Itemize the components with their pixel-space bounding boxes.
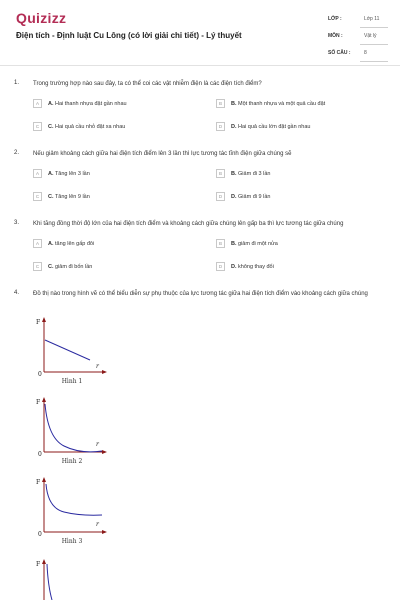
meta-underline — [360, 27, 388, 28]
figure-caption: Hình 3 — [61, 538, 83, 545]
meta-underline — [360, 61, 388, 62]
origin-label: 0 — [38, 531, 42, 538]
meta-value: 8 — [364, 50, 367, 56]
meta-value: Lớp 11 — [364, 16, 380, 22]
figure-3 — [30, 474, 110, 544]
option-d[interactable] — [216, 262, 274, 271]
option-b[interactable] — [216, 99, 325, 108]
figure-4 — [30, 556, 110, 600]
meta-value: Vật lý — [364, 33, 377, 39]
option-prefix: D. — [231, 263, 237, 270]
meta-row-count — [328, 48, 388, 65]
meta-label: MÔN : — [328, 33, 343, 39]
x-axis-label: r — [96, 441, 99, 448]
graph-linear-decreasing — [30, 314, 110, 378]
option-letter: C — [33, 262, 42, 271]
option-prefix: B. — [231, 170, 237, 177]
option-letter: A — [33, 99, 42, 108]
option-a[interactable] — [33, 99, 127, 108]
meta-row-grade — [328, 14, 388, 31]
x-axis-label: r — [96, 363, 99, 370]
option-text: Một thanh nhựa và một quả cầu đặt — [238, 100, 326, 107]
option-a[interactable] — [33, 239, 94, 248]
graph-inverse-square — [30, 394, 110, 458]
figure-1 — [30, 314, 110, 384]
quizizz-logo: Quizizz — [16, 10, 67, 26]
option-d[interactable] — [216, 122, 310, 131]
meta-label: LỚP : — [328, 16, 342, 22]
question-number: 4. — [14, 290, 20, 296]
option-letter: C — [33, 122, 42, 131]
option-prefix: A. — [48, 240, 54, 247]
option-d[interactable] — [216, 192, 270, 201]
origin-label: 0 — [38, 451, 42, 458]
option-c[interactable] — [33, 262, 92, 271]
option-text: Tăng lên 9 lần — [54, 193, 90, 200]
option-text: Hai quả cầu nhỏ đặt xa nhau — [55, 123, 126, 130]
option-a[interactable] — [33, 169, 90, 178]
figure-caption: Hình 1 — [61, 378, 83, 385]
origin-label: 0 — [38, 371, 42, 378]
document-title: Điện tích - Định luật Cu Lông (có lời giải chi tiết) - Lý thuyết — [16, 31, 242, 40]
graph-steep-decay — [30, 556, 110, 600]
option-text: không thay đổi — [238, 263, 274, 270]
option-prefix: A. — [48, 170, 54, 177]
option-c[interactable] — [33, 192, 90, 201]
option-prefix: C. — [48, 263, 54, 270]
option-text: giảm đi một nửa — [238, 240, 278, 247]
option-letter: C — [33, 192, 42, 201]
option-text: Hai quả cầu lớn đặt gần nhau — [238, 123, 311, 130]
option-b[interactable] — [216, 239, 278, 248]
option-text: tăng lên gấp đôi — [55, 240, 95, 247]
meta-row-subject — [328, 31, 388, 48]
option-prefix: D. — [231, 123, 237, 130]
option-text: giảm đi bốn lần — [55, 263, 93, 270]
option-text: Giảm đi 3 lần — [238, 170, 271, 177]
option-letter: B — [216, 99, 225, 108]
option-prefix: C. — [48, 193, 54, 200]
option-prefix: D. — [231, 193, 237, 200]
option-text: Tăng lên 3 lần — [54, 170, 90, 177]
option-letter: B — [216, 239, 225, 248]
option-text: Giảm đi 9 lần — [238, 193, 271, 200]
option-c[interactable] — [33, 122, 125, 131]
meta-underline — [360, 44, 388, 45]
meta-info — [328, 14, 388, 65]
option-letter: D — [216, 192, 225, 201]
option-letter: A — [33, 239, 42, 248]
figure-caption: Hình 2 — [61, 458, 83, 465]
y-axis-label: F — [36, 319, 41, 326]
option-prefix: A. — [48, 100, 54, 107]
y-axis-label: F — [36, 561, 41, 568]
y-axis-label: F — [36, 399, 41, 406]
figure-2 — [30, 394, 110, 464]
option-prefix: B. — [231, 100, 237, 107]
option-letter: B — [216, 169, 225, 178]
question-number: 3. — [14, 220, 20, 226]
option-prefix: C. — [48, 123, 54, 130]
x-axis-label: r — [96, 521, 99, 528]
question-number: 1. — [14, 80, 20, 86]
question-text: Nếu giảm khoảng cách giữa hai điện tích điểm lên 3 lần thì lực tương tác tĩnh điện giữa chúng sẽ — [33, 151, 292, 157]
header-divider — [0, 65, 400, 66]
question-number: 2. — [14, 150, 20, 156]
option-letter: D — [216, 262, 225, 271]
option-letter: A — [33, 169, 42, 178]
meta-label: SỐ CÂU : — [328, 50, 351, 56]
question-text: Khi tăng đồng thời độ lớn của hai điện tích điểm và khoảng cách giữa chúng lên gấp ba thì lực tương tác giữa chúng — [33, 221, 344, 227]
y-axis-label: F — [36, 479, 41, 486]
graph-decay-asymptote — [30, 474, 110, 538]
question-text: Đồ thị nào trong hình vẽ có thể biểu diễn sự phụ thuộc của lực tương tác giữa hai điện tích điểm vào khoảng cách giữa chúng — [33, 291, 368, 297]
option-text: Hai thanh nhựa đặt gần nhau — [55, 100, 127, 107]
option-b[interactable] — [216, 169, 270, 178]
option-prefix: B. — [231, 240, 237, 247]
option-letter: D — [216, 122, 225, 131]
question-text: Trong trường hợp nào sau đây, ta có thể coi các vật nhiễm điện là các điện tích điểm? — [33, 81, 262, 87]
